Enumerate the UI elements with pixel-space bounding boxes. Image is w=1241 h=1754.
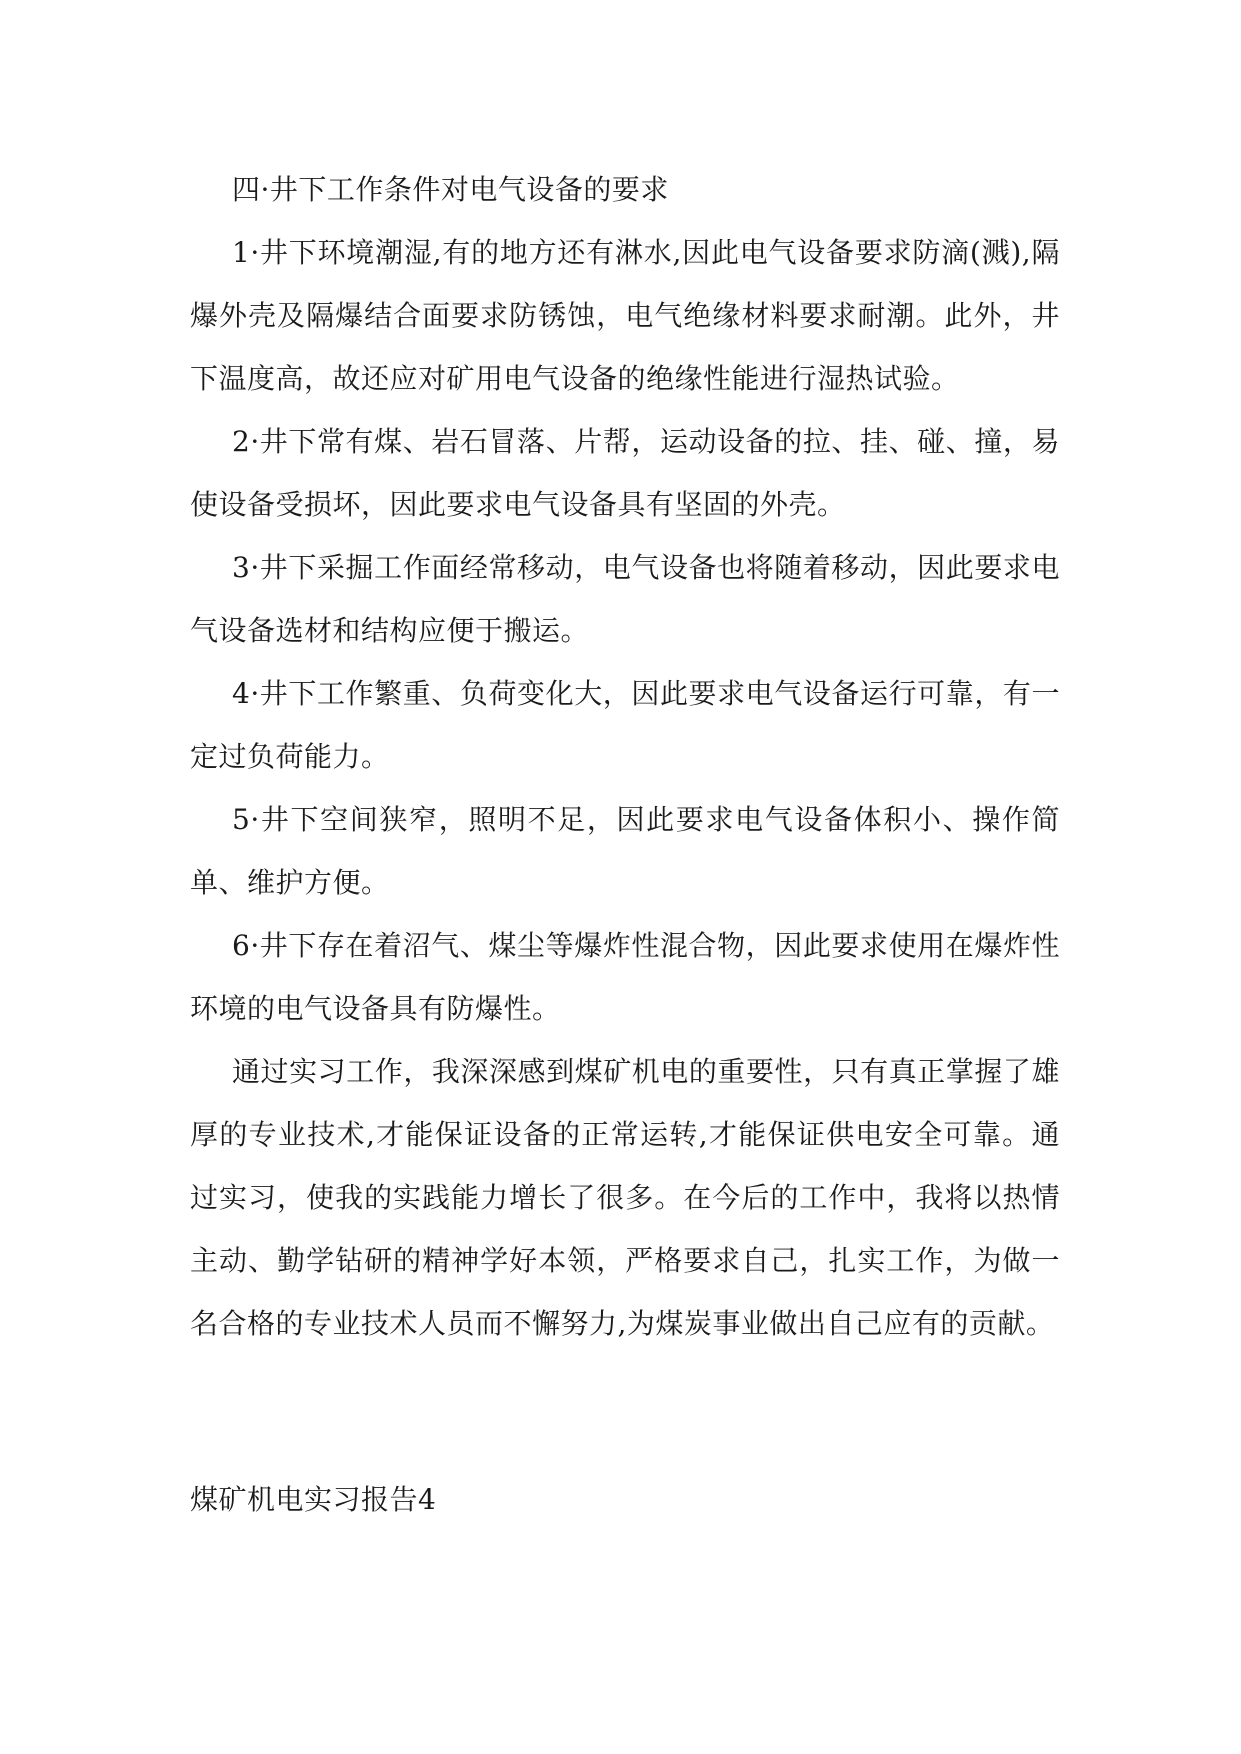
paragraph-falling-rock: 2·井下常有煤、岩石冒落、片帮，运动设备的拉、挂、碰、撞，易使设备受损坏，因此要求电气设备具有坚固的外壳。 [190,425,1060,521]
paragraph-conclusion: 通过实习工作，我深深感到煤矿机电的重要性，只有真正掌握了雄厚的专业技术,才能保证设备的正常运转,才能保证供电安全可靠。通过实习，使我的实践能力增长了很多。在今后的工作中，我将以热情主动、勤学钻研的精神学好本领，严格要求自己，扎实工作，为做一名合格的专业技术人员而不懈努力,为煤炭事业做出自己应有的贡献。 [190,1055,1060,1340]
paragraph-explosion-proof: 6·井下存在着沼气、煤尘等爆炸性混合物，因此要求使用在爆炸性环境的电气设备具有防爆性。 [190,929,1060,1025]
paragraph-mobility: 3·井下采掘工作面经常移动，电气设备也将随着移动，因此要求电气设备选材和结构应便于搬运。 [190,551,1060,647]
document-body [190,158,1060,1355]
section-heading-requirements: 四·井下工作条件对电气设备的要求 [232,173,669,206]
paragraph-humidity: 1·井下环境潮湿,有的地方还有淋水,因此电气设备要求防滴(溅),隔爆外壳及隔爆结合面要求防锈蚀，电气绝缘材料要求耐潮。此外，井下温度高，故还应对矿用电气设备的绝缘性能进行湿热试验。 [190,236,1060,395]
paragraph-space: 5·井下空间狭窄，照明不足，因此要求电气设备体积小、操作简单、维护方便。 [190,803,1060,899]
next-report-title: 煤矿机电实习报告4 [190,1483,437,1516]
paragraph-load: 4·井下工作繁重、负荷变化大，因此要求电气设备运行可靠，有一定过负荷能力。 [190,677,1060,773]
